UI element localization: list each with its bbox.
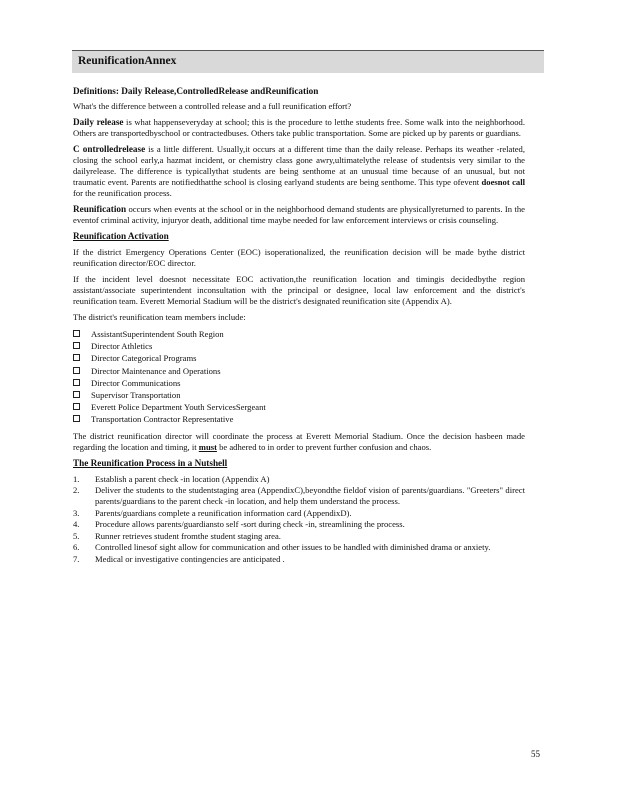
list-item: 2. Deliver the students to the studentstaging area (AppendixC),beyondthe fieldof vision of parents/guardians. "Greeters" direct parents/guardians to the parent check -in location, and help them understand the process.	[73, 485, 525, 506]
daily-release-text: is what happenseveryday at school; this is the procedure to letthe students free. Some walk into the neighborhood. Others are transportedbyschool or contractedbuses. Others take public transportation. Some are picked up by parents or guardians.	[73, 117, 526, 138]
list-item: Director Communications	[73, 377, 525, 389]
list-item: 3. Parents/guardians complete a reunification information card (AppendixD).	[73, 507, 352, 518]
list-item: 4. Procedure allows parents/guardiansto self -sort during check -in, streamlining the process.	[73, 519, 405, 529]
team-intro: The district's reunification team members include:	[73, 312, 246, 322]
reunification-term: Reunification	[73, 204, 127, 214]
checkbox-icon	[73, 342, 80, 349]
checkbox-icon	[73, 354, 80, 361]
nutshell-steps	[73, 474, 525, 565]
annex-title: ReunificationAnnex	[78, 55, 177, 67]
activation-paragraph-2: If the incident level doesnot necessitate EOC activation,the reunification location and timingis decidedbythe region assistant/associate superintendent inconsultation with the principal or designee, local law enforcement and the district's reunification team. Everett Memorial Stadium will be the district's designated reunification site (Appendix A).	[73, 274, 525, 306]
controlled-release-paragraph	[73, 144, 525, 199]
page-content	[73, 86, 525, 565]
reunification-text: occurs when events at the school or in the neighborhood demand students are physicallyreturned to parents. In the eventof criminal activity, injuryor death, additional time maybe needed for law enforcement interviews or crisis counseling.	[73, 204, 525, 225]
must-emphasis: must	[198, 441, 217, 452]
controlled-release-text-b: for the reunification process.	[73, 188, 172, 198]
list-item: Director Categorical Programs	[73, 352, 525, 364]
annex-title-bar	[72, 50, 544, 73]
activation-paragraph-1: If the district Emergency Operations Center (EOC) isoperationalized, the reunification decision will be made bythe district reunification director/EOC director.	[73, 247, 525, 268]
definitions-heading: Definitions: Daily Release,ControlledRelease andReunification	[73, 86, 319, 96]
reunification-paragraph	[73, 204, 525, 226]
list-item: Everett Police Department Youth ServicesSergeant	[73, 401, 525, 413]
list-item: Director Maintenance and Operations	[73, 365, 525, 377]
list-item: 6. Controlled linesof sight allow for communication and other issues to be handled with diminished drama or anxiety.	[73, 542, 491, 552]
list-item: Supervisor Transportation	[73, 389, 525, 401]
checkbox-icon	[73, 330, 80, 337]
checkbox-icon	[73, 391, 80, 398]
controlled-release-emphasis: doesnot call	[481, 177, 525, 187]
list-item: 7. Medical or investigative contingencies are anticipated .	[73, 553, 285, 564]
checkbox-icon	[73, 379, 80, 386]
daily-release-paragraph	[73, 117, 525, 139]
list-item: 1. Establish a parent check -in location (Appendix A)	[73, 473, 270, 484]
list-item: 5. Runner retrieves student fromthe student staging area.	[73, 530, 281, 541]
daily-release-term: Daily release	[73, 117, 124, 127]
team-members-list	[73, 328, 525, 426]
page-number: 55	[531, 749, 540, 759]
list-item: AssistantSuperintendent South Region	[73, 328, 525, 340]
checkbox-icon	[73, 367, 80, 374]
controlled-release-text-a: is a little different. Usually,it occurs at a different time than the daily release. Perhaps its weather -related, closing the school early,a hazmat incident, or chemistry class gone awry,ultimatelythe release of studentsis very similar to the dailyrelease. The difference is typicallythat students are being senthome at an unusual time because of an unusual, but not traumatic event. Parents are notifiedthatthe school is closing earlyand students are being senthome. This type ofevent	[73, 144, 525, 187]
nutshell-heading: The Reunification Process in a Nutshell	[73, 457, 228, 468]
list-item: Director Athletics	[73, 340, 525, 352]
checkbox-icon	[73, 403, 80, 410]
checkbox-icon	[73, 415, 80, 422]
list-item: Transportation Contractor Representative	[73, 413, 525, 425]
controlled-release-term: C ontrolledrelease	[73, 144, 146, 154]
question-text: What's the difference between a controlled release and a full reunification effort?	[73, 101, 352, 111]
activation-closing: The district reunification director will coordinate the process at Everett Memorial Stadium. Once the decision hasbeen made regarding the location and timing, it must be adhered to in order to prevent further confusion and chaos.	[73, 430, 525, 452]
activation-heading: Reunification Activation	[73, 231, 169, 241]
